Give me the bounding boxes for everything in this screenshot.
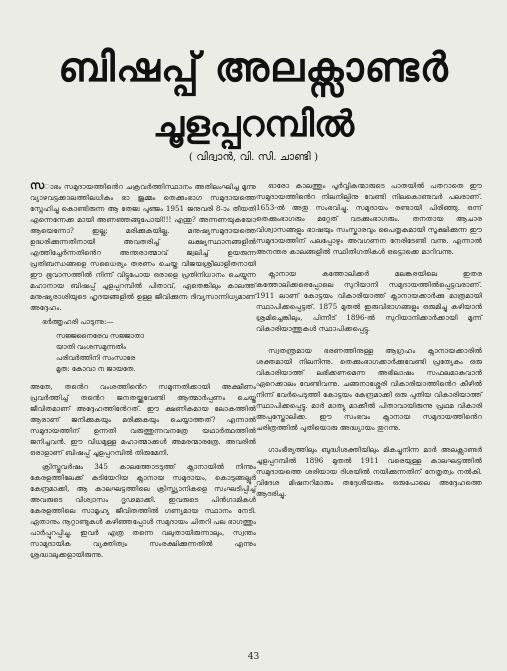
left-paragraph-4: ക്രിസ്തുവർഷം 345 കാലത്തോടടുത്ത് ക്നാനായിൽ നിന്നും കേരളത്തിലേക്ക് കുടിയേറിയ ക്നാനായ സമുദായം, കൊടുങ്ങല്ലൂർ കേന്ദ്രമാക്കി, ആ കാലഘട്ടത്തിലെ ക്രിസ്ത്യാനികളെ സംഘടിപ്പിച്ച് അവരുടെ വിശ്വാസം ദൃഢമാക്കി. ഇവരുടെ പിൻഗാമികൾ കേരളത്തിലെ സാമൂഹ്യ ജീവിതത്തിൽ ഗണ്യമായ സ്ഥാനം നേടി. ഏതാനും നൂറ്റാണ്ടുകൾ കഴിഞ്ഞപ്പോൾ സമുദായം ചിതറി പല ഭാഗത്തും പാർപ്പുറപ്പിച്ചു. ഇവർ എത്ര തന്നെ വലുതായിരുന്നാലും, സ്വന്തം സാമുദായിക വ്യക്തിത്വം സംരക്ഷിക്കുന്നതിൽ എന്നും ശ്രദ്ധാലുക്കളായിരുന്നു. [30,462,257,559]
verse-line: യാതി വംശസമുന്നതിം [56,343,127,351]
quoted-verse [56,331,256,375]
article-title-line1: ബിഷപ്പ് അലക്സാണ്ടർ [58,45,449,91]
left-paragraph-1 [30,180,256,313]
right-paragraph-3: സ്വതന്ത്രമായ ഭരണത്തിനുള്ള ആഗ്രഹം ക്നാനായക്കാരിൽ ശക്തമായി നിലനിന്നു. തെക്കുംഭാഗക്കാർക്കുവേണ്ടി പ്രത്യേകം ഒരു വികാരിയാത്ത് ലഭിക്കണമെന്ന അഭിലാഷം സഫലമാകുവാൻ ഏറെക്കാലം വേണ്ടിവന്നു. ചങ്ങനാശ്ശേരി വികാരിയാത്തിൻെറ കീഴിൽ നിന്ന് വേർപെടുത്തി കോട്ടയം കേന്ദ്രമാക്കി ഒരു പുതിയ വികാരിയാത്ത് സ്ഥാപിക്കപ്പെട്ടു. മാർ മാത്യു മാക്കീൽ പിതാവായിരുന്നു പ്രഥമ വികാരി അപ്പസ്തോലിക്ക. ഈ സംഭവം ക്നാനായ സമുദായത്തിൻെറ ചരിത്രത്തിൽ പുതിയൊരു അദ്ധ്യായം തുറന്നു. [256,346,482,432]
right-paragraph-1: ഓരോ കാലത്തും പൂർവ്വികന്മാരുടെ പാതയിൽ പതറാതെ ഈ സമുദായത്തിൻെറ നിലനില്പിനു വേണ്ടി നിലകൊണ്ടവർ പലരാണ്. 1653-ൽ അതു സംഭവിച്ചു. സമുദായം രണ്ടായി പിരിഞ്ഞു. ഒന്ന് തെക്കുംഭാഗരും മറ്റേത് വടക്കുംഭാഗരും. തനതായ ആചാര വിശ്വാസങ്ങളും ഭാഷയും സംസ്കാരവും പൈതൃകമായി സൂക്ഷിക്കുന്ന ഈ സമുദായത്തിന് പലപ്പോഴും അവഗണന നേരിടേണ്ടി വന്നു. എന്നാൽ അനന്തര കാലങ്ങളിൽ സ്ഥിതിഗതികൾ ഒട്ടൊക്കെ മാറിവന്നു. [256,181,482,256]
verse-line: മൃത: കോവാ ന ജായതേ. [56,365,136,373]
left-column [30,180,256,563]
article-title-line2: ചൂളപ്പറമ്പിൽ [152,104,355,145]
left-paragraph-2: ഭർത്തൃഹരി പാടുന്നു:— [42,317,114,326]
verse-line: സജ്ജനൈരേവ സജ്ജാതാ [56,332,145,340]
left-paragraph-3: അതേ, തൻെറ വംശത്തിൻെറ സമുന്നതിക്കായി അക്ഷീണം പ്രവർത്തിച്ച് തൻെറ ജനതയ്ക്കുവേണ്ടി ആത്മാർപ്പണം ചെയ്ത ജീവിതമാണ് അദ്ദേഹത്തിൻേറത്. ഈ ക്ഷണികമായ ലോകത്തിൽ ആരാണ് ജനിക്കുകയും മരിക്കുകയും ചെയ്യാത്തത്? എന്നാൽ സമുദായത്തിന് ഉന്നതി വരുത്തുന്നവനത്രേ യഥാർത്ഥത്തിൽ ജനിച്ചവൻ. ഈ വിധമുള്ള മഹാത്മാക്കൾ അമരന്മാരത്രേ. അവരിൽ ഒരാളാണ് ബിഷപ്പ് ചൂളപ്പറമ്പിൽ തിരുമേനി. [30,382,256,457]
left-paragraph-1-text: ാഭം സമുദായത്തിൻെറ ചക്രവർത്തിസ്ഥാനം അതിലംഘിച്ച മൂന്നു വ്യാഴവട്ടക്കാലത്തിലധികം ഭാ ജുമ്മം തെക്കുംഭാഗ സമുദായത്തെ സ്നേഹിച്ചു കൊണ്ടിരുന്ന ആ തേജഃ പുഞ്ജം 1951 ജനുവരി 8-ാം തീയതി എന്നെന്നേക്ക മായി അണഞ്ഞങ്ങുപോയി!!! എന്തു? അന്നണയുകയോ ആയെന്നോ? ഇല്ല; മരിക്കുകയില്ല. മനുഷ്യസമുദായത്തെ ഉദ്ധരിക്കുന്നതിനായി അവതരിച്ച് ലക്ഷ്യസ്ഥാനങ്ങളിൽ എത്തിച്ചേർന്നതിൻെറ അന്തരാത്മാവ് ജ്വലിച്ച് ഉയരുന്ന പ്രതിബന്ധങ്ങളെ സധൈര്യം തരണം ചെയ്ത വിജയശ്രീലാളിതനായി ഈ ഭൂവാസത്തിൽ നിന്ന് വിട്ടുപോയ ഒരാളെ പ്രതിനിധാനം ചെയ്യുന്ന മഹാനായ ബിഷപ്പ് ചൂളപ്പറമ്പിൽ പിതാവ്, ഏതെങ്കിലും കാലത്ത് മനുഷ്യരാശിയുടെ ഹൃദയങ്ങളിൽ ഉള്ള ജീവിക്കുന്ന ദിവ്യസാന്നിധ്യമാണ് അദ്ദേഹം. [30,182,256,312]
verse-line: പരിവർത്തിനി സംസാരേ [56,354,136,362]
right-paragraph-4: ഗാംഭീര്യത്തിലും ബുദ്ധിശക്തിയിലും മികച്ചുനിന്ന മാർ അലക്സാണ്ടർ ചൂളപ്പറമ്പിൽ 1896 മുതൽ 1911 വരെയുള്ള കാലഘട്ടത്തിൽ സമുദായത്തെ ശരിയായ ദിശയിൽ നയിക്കുന്നതിന് നേതൃത്വം നൽകി. വിദേശ മിഷനറിമാരും തദ്ദേശീയരും ഒരുപോലെ അദ്ദേഹത്തെ ആദരിച്ചു. [256,445,482,498]
author-byline: ( വിദ്വാൻ, വി. സി. ചാണ്ടി ) [188,151,319,163]
right-column [256,180,482,502]
drop-cap: സ [30,179,45,192]
page-number: 43 [247,652,260,662]
right-paragraph-2: ക്നാനായ കത്തോലിക്കർ മലങ്കരയിലെ ഇതര കത്തോലിക്കരെപ്പോലെ സുറിയാനി സമുദായത്തിൽപ്പെട്ടവരാണ്. 1911 ലാണ് കോട്ടയം വികാരിയാത്ത് ക്നാനായക്കാർക്കു മാത്രമായി സ്ഥാപിക്കപ്പെട്ടത്. 1875 മുതൽ ഇരുവിഭാഗങ്ങളും ഒരുമിച്ചു കഴിയാൻ ശ്രമിച്ചെങ്കിലും, പിന്നീട് 1896-ൽ സുറിയാനിക്കാർക്കായി മൂന്ന് വികാരിയാത്തുകൾ സ്ഥാപിക്കപ്പെട്ടു. [256,269,482,333]
